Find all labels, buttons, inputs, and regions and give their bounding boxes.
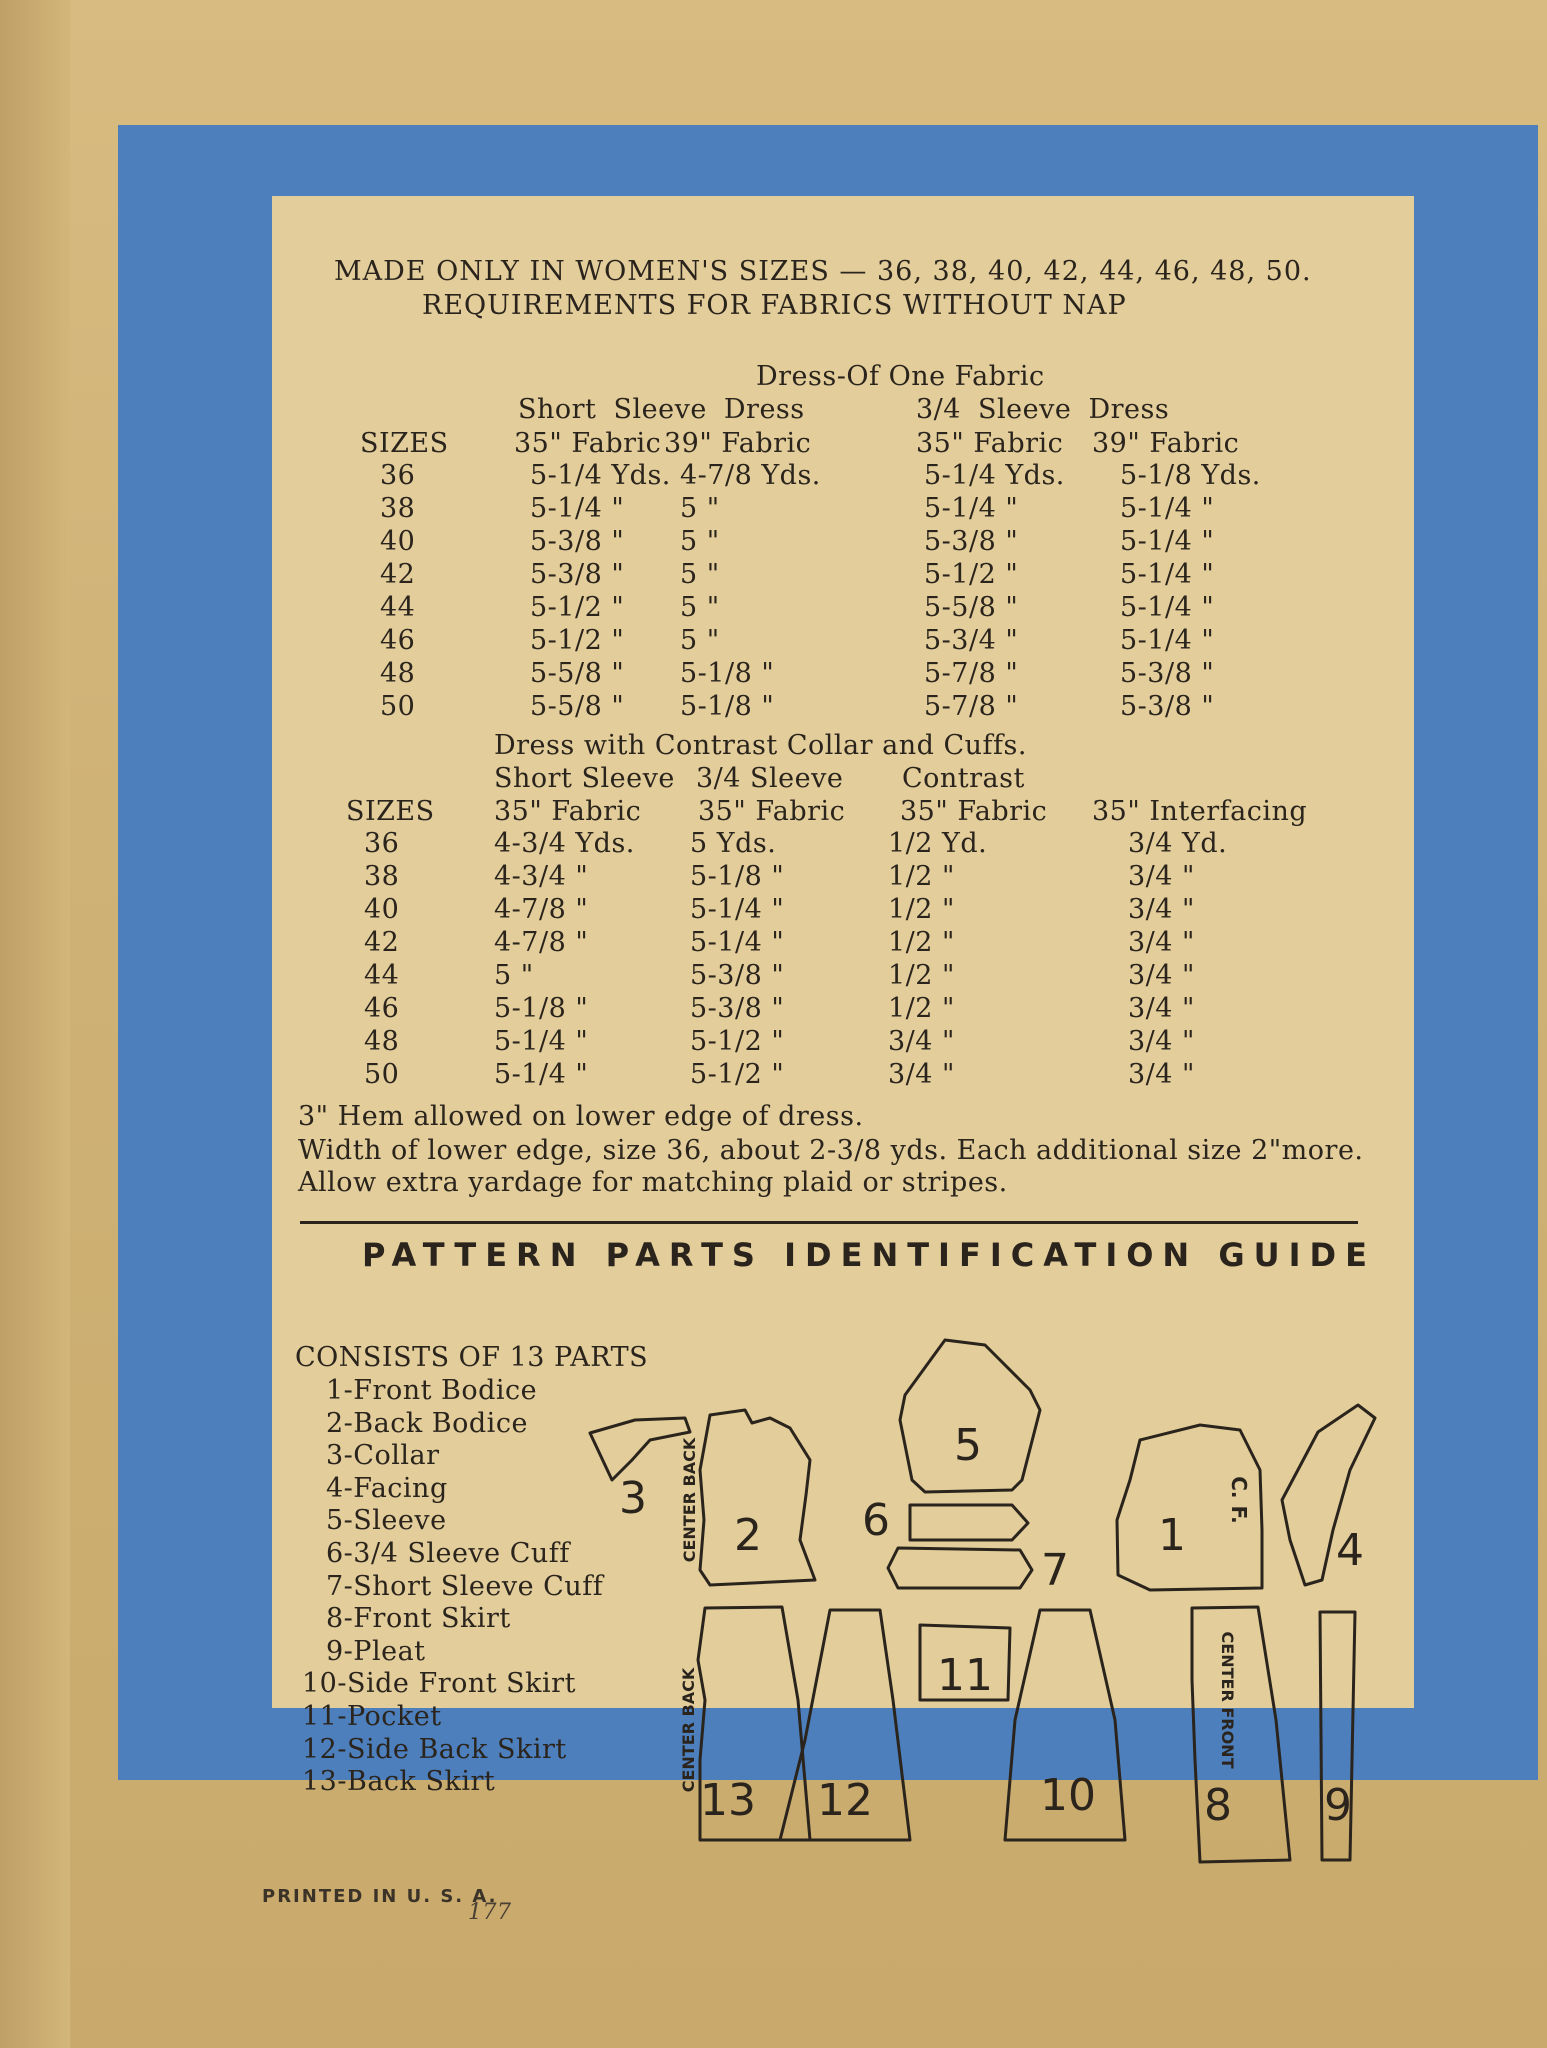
table2-cell: 3/4 " [1128,960,1195,991]
table1-cell: 5-1/4 Yds. [530,460,671,491]
part-item: 4-Facing [326,1472,448,1504]
table1-cell: 5 " [680,625,720,656]
table1-size-cell: 44 [380,592,416,623]
table1-cell: 5-1/4 " [924,493,1019,524]
table1-size-cell: 38 [380,493,416,524]
three-quarter-cuff-piece [910,1505,1028,1540]
handwritten-number: 177 [468,1900,512,1925]
table2-size-cell: 48 [364,1026,400,1057]
part-item: 8-Front Skirt [326,1603,511,1635]
cf-label: C. F. [1227,1476,1251,1524]
requirements-heading: REQUIREMENTS FOR FABRICS WITHOUT NAP [422,290,1127,321]
piece-number-1: 1 [1158,1510,1186,1561]
piece-number-3: 3 [619,1473,647,1524]
part-item: 9-Pleat [326,1635,426,1667]
table2-cell: 5-1/4 " [494,1026,589,1057]
table1-cell: 5 " [680,493,720,524]
table2-size-cell: 42 [364,927,400,958]
center-back-label-bodice: CENTER BACK [680,1437,699,1563]
table2-cell: 5-3/8 " [690,960,785,991]
table1-size-cell: 46 [380,625,416,656]
table2-cell: 3/4 " [1128,1059,1195,1090]
table1-header: 39" Fabric [664,428,812,459]
table2-cell: 4-7/8 " [494,894,589,925]
table1-size-cell: 42 [380,559,416,590]
table1-cell: 5 " [680,592,720,623]
table2-cell: 3/4 " [1128,894,1195,925]
table1-cell: 5-5/8 " [530,658,625,689]
table1-cell: 5-1/4 " [1120,493,1215,524]
part-item: 5-Sleeve [326,1505,447,1537]
table1-cell: 5 " [680,526,720,557]
table1-cell: 5-1/4 Yds. [924,460,1065,491]
part-item: 1-Front Bodice [326,1375,538,1406]
table1-size-cell: 48 [380,658,416,689]
collar-piece [590,1418,690,1480]
table1-cell: 5-3/8 " [530,559,625,590]
piece-number-10: 10 [1040,1770,1096,1821]
table2-size-cell: 38 [364,861,400,892]
piece-number-7: 7 [1041,1545,1069,1596]
table1-cell: 5-1/4 " [530,493,625,524]
part-item: 11-Pocket [302,1701,442,1732]
table2-group-short: Short Sleeve [494,763,675,794]
table1-cell: 5-7/8 " [924,658,1019,689]
table1-cell: 5-1/8 Yds. [1120,460,1261,491]
table1-cell: 5-1/2 " [924,559,1019,590]
part-item: 12-Side Back Skirt [302,1733,567,1765]
table2-cell: 3/4 " [1128,993,1195,1024]
part-item: 7-Short Sleeve Cuff [326,1570,604,1602]
table1-cell: 5-3/8 " [530,526,625,557]
table2-size-cell: 36 [364,828,400,859]
piece-number-9: 9 [1324,1780,1352,1831]
table1-cell: 5-7/8 " [924,691,1019,722]
part-item: 6-3/4 Sleeve Cuff [326,1538,570,1569]
table1-cell: 4-7/8 Yds. [680,460,821,491]
table2-header: 35" Interfacing [1092,796,1308,827]
piece-number-6: 6 [862,1495,890,1546]
table2-cell: 5-1/8 " [690,861,785,892]
piece-number-12: 12 [817,1775,873,1826]
table2-cell: 1/2 " [888,861,955,892]
table2-cell: 5-1/2 " [690,1026,785,1057]
table2-header: 35" Fabric [494,796,642,827]
sizes-line: MADE ONLY IN WOMEN'S SIZES — 36, 38, 40, 42, 44, 46, 48, 50. [334,256,1312,287]
table2-cell: 4-7/8 " [494,927,589,958]
table2-cell: 3/4 " [1128,927,1195,958]
table1-size-cell: 50 [380,691,416,722]
part-item: 3-Collar [326,1440,440,1472]
table2-cell: 1/2 " [888,960,955,991]
table2-size-cell: 40 [364,894,400,925]
table2-cell: 3/4 " [888,1059,955,1090]
table1-cell: 5-3/4 " [924,625,1019,656]
table2-size-cell: 44 [364,960,400,991]
table2-size-cell: 50 [364,1059,400,1090]
table1-cell: 5-1/8 " [680,658,775,689]
table2-cell: 3/4 " [1128,861,1195,892]
table2-cell: 5 " [494,960,534,991]
table1-cell: 5-1/2 " [530,592,625,623]
piece-number-8: 8 [1204,1780,1232,1831]
table1-cell: 5-1/8 " [680,691,775,722]
table1-cell: 5-1/2 " [530,625,625,656]
table1-cell: 5-3/8 " [1120,658,1215,689]
center-front-label: CENTER FRONT [1218,1631,1237,1769]
table2-cell: 3/4 " [888,1026,955,1057]
table2-header: 35" Fabric [698,796,846,827]
table2-cell: 1/2 " [888,927,955,958]
table2-cell: 3/4 " [1128,1026,1195,1057]
table1-header: 39" Fabric [1092,428,1240,459]
table1-group-short: Short Sleeve Dress [518,394,805,425]
table2-header: SIZES [346,796,435,827]
table2-cell: 5-1/8 " [494,993,589,1024]
table2-cell: 5-1/4 " [690,894,785,925]
table2-cell: 5 Yds. [690,828,777,859]
printed-in-usa: PRINTED IN U. S. A. [262,1886,498,1907]
table1-cell: 5-3/8 " [924,526,1019,557]
table2-cell: 1/2 " [888,993,955,1024]
table1-cell: 5-1/4 " [1120,592,1215,623]
part-item: 13-Back Skirt [302,1766,496,1798]
short-sleeve-cuff-piece [888,1548,1032,1588]
table2-cell: 5-1/2 " [690,1059,785,1090]
parts-count: CONSISTS OF 13 PARTS [295,1342,649,1373]
center-back-label-skirt: CENTER BACK [679,1667,698,1793]
table1-header: 35" Fabric [514,428,662,459]
table1-size-cell: 36 [380,460,416,491]
part-item: 10-Side Front Skirt [302,1668,576,1700]
table1-cell: 5 " [680,559,720,590]
piece-number-13: 13 [700,1775,756,1826]
table1-cell: 5-1/4 " [1120,559,1215,590]
note-plaid: Allow extra yardage for matching plaid or stripes. [298,1167,1008,1198]
note-hem: 3" Hem allowed on lower edge of dress. [298,1101,864,1132]
piece-number-2: 2 [734,1510,762,1561]
table1-cell: 5-3/8 " [1120,691,1215,722]
table2-cell: 5-1/4 " [494,1059,589,1090]
table2-cell: 4-3/4 Yds. [494,828,635,859]
table1-group-three-quarter: 3/4 Sleeve Dress [916,394,1170,425]
table2-cell: 1/2 Yd. [888,828,988,859]
piece-number-11: 11 [937,1650,993,1701]
table1-cell: 5-5/8 " [530,691,625,722]
table2-title: Dress with Contrast Collar and Cuffs. [494,730,1027,761]
table2-group-contrast: Contrast [902,763,1025,794]
table2-group-three-quarter: 3/4 Sleeve [696,763,844,794]
table1-cell: 5-1/4 " [1120,625,1215,656]
table2-header: 35" Fabric [900,796,1048,827]
piece-number-5: 5 [954,1420,982,1471]
part-item: 2-Back Bodice [326,1407,528,1439]
table2-size-cell: 46 [364,993,400,1024]
table2-cell: 3/4 Yd. [1128,828,1228,859]
piece-number-4: 4 [1336,1525,1364,1576]
table2-cell: 1/2 " [888,894,955,925]
table2-cell: 4-3/4 " [494,861,589,892]
table1-size-cell: 40 [380,526,416,557]
note-width: Width of lower edge, size 36, about 2-3/8 yds. Each additional size 2"more. [298,1135,1364,1166]
table2-cell: 5-1/4 " [690,927,785,958]
table1-cell: 5-5/8 " [924,592,1019,623]
table1-title: Dress-Of One Fabric [756,361,1045,392]
guide-title: PATTERN PARTS IDENTIFICATION GUIDE [362,1236,1376,1274]
table1-header: 35" Fabric [916,428,1064,459]
table2-cell: 5-3/8 " [690,993,785,1024]
table1-header: SIZES [360,428,449,459]
table1-cell: 5-1/4 " [1120,526,1215,557]
